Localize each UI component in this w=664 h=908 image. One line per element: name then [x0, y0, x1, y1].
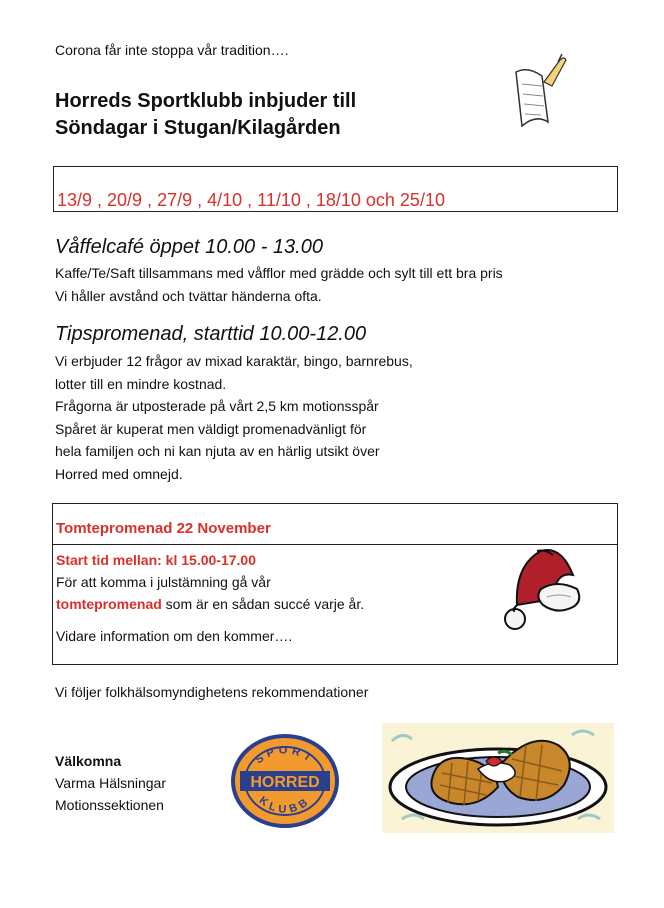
tips-line: lotter till en mindre kostnad. — [55, 375, 227, 392]
tips-line: Vi erbjuder 12 frågor av mixad karaktär, bingo, barnrebus, — [55, 353, 413, 369]
title-line-1: Horreds Sportklubb inbjuder till — [55, 90, 357, 112]
waffle-line-1: Kaffe/Te/Saft tillsammans med våfflor med grädde och sylt till ett bra pris — [55, 265, 503, 281]
tips-line: Horred med omnejd. — [55, 465, 183, 482]
horred-sportklubb-logo — [230, 733, 340, 828]
waffle-cafe-text — [55, 262, 503, 307]
tips-line: Spåret är kuperat men väldigt promenadvänligt för — [55, 420, 367, 437]
section-text: Motionssektionen — [55, 797, 164, 813]
tomte-start-time: Start tid mellan: kl 15.00-17.00 — [56, 552, 256, 568]
tomte-line-1: För att komma i julstämning gå vår — [56, 574, 271, 590]
tips-line: Frågorna är utposterade på vårt 2,5 km motionsspår — [55, 398, 379, 414]
tomte-line-2 — [56, 593, 364, 615]
tomte-highlight: tomtepromenad — [56, 596, 162, 612]
tips-line: hela familjen och ni kan njuta av en härlig utsikt över — [55, 443, 380, 459]
tomtepromenad-heading: Tomtepromenad 22 November — [56, 520, 271, 537]
tipspromenad-text — [55, 350, 413, 485]
greeting-text: Varma Hälsningar — [55, 775, 167, 791]
logo-top-text: SPORT — [253, 744, 317, 767]
welcome-text: Välkomna — [55, 753, 122, 769]
tomtepromenad-text — [56, 549, 364, 647]
santa-hat-icon — [497, 545, 583, 637]
paper-quill-icon — [508, 52, 570, 136]
recommendation-text: Vi följer folkhälsomyndighetens rekommendationer — [55, 684, 369, 700]
tomte-line-2-rest: som är en sådan succé varje år. — [161, 596, 365, 612]
signoff — [55, 750, 166, 816]
title-line-2: Söndagar i Stugan/Kilagården — [55, 117, 341, 139]
tipspromenad-heading: Tipspromenad, starttid 10.00-12.00 — [55, 323, 367, 345]
tomte-line-3: Vidare information om den kommer…. — [56, 628, 293, 644]
waffle-cafe-heading: Våffelcafé öppet 10.00 - 13.00 — [55, 236, 323, 258]
page-title — [55, 88, 356, 142]
logo-middle-text: HORRED — [250, 774, 320, 791]
waffle-line-2: Vi håller avstånd och tvättar händerna ofta. — [55, 287, 322, 304]
waffle-plate-image — [382, 723, 614, 833]
dates-box — [53, 166, 618, 212]
intro-text: Corona får inte stoppa vår tradition…. — [55, 42, 289, 58]
logo-bottom-text: KLUBB — [256, 794, 314, 816]
dates-list: 13/9 , 20/9 , 27/9 , 4/10 , 11/10 , 18/10 och 25/10 — [57, 190, 445, 210]
